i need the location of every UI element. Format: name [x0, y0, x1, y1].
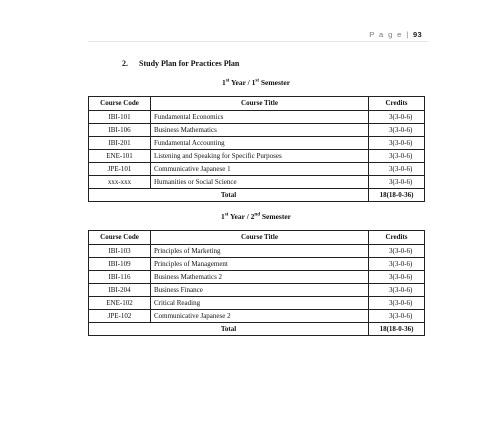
course-title: Business Mathematics: [151, 124, 369, 137]
course-code: IBI-204: [89, 284, 151, 297]
section-heading: [122, 59, 239, 68]
table-row: [89, 124, 425, 137]
course-credits: 3(3-0-6): [369, 258, 425, 271]
semester-heading-1: [88, 78, 424, 87]
col-header-code: Course Code: [89, 97, 151, 111]
course-title: Listening and Speaking for Specific Purposes: [151, 150, 369, 163]
year-number: 1: [220, 212, 225, 221]
course-credits: 3(3-0-6): [369, 176, 425, 189]
table-row: [89, 258, 425, 271]
header-divider: [88, 41, 428, 42]
course-code: JPE-102: [89, 310, 151, 323]
total-credits: 18(18-0-36): [369, 189, 425, 202]
course-code: IBI-106: [89, 124, 151, 137]
course-credits: 3(3-0-6): [369, 284, 425, 297]
table-header-row: [89, 97, 425, 111]
semester-word: Semester: [260, 78, 291, 87]
table-row: [89, 310, 425, 323]
course-code: IBI-103: [89, 245, 151, 258]
course-code: ENE-102: [89, 297, 151, 310]
course-credits: 3(3-0-6): [369, 150, 425, 163]
year-word: Year /: [230, 78, 250, 87]
course-code: IBI-116: [89, 271, 151, 284]
semester-ordinal: nd: [254, 212, 260, 218]
table-row: [89, 163, 425, 176]
semester-table-2: [88, 230, 425, 336]
page-separator: |: [406, 30, 410, 39]
course-code: IBI-109: [89, 258, 151, 271]
course-credits: 3(3-0-6): [369, 111, 425, 124]
course-title: Fundamental Economics: [151, 111, 369, 124]
course-credits: 3(3-0-6): [369, 137, 425, 150]
semester-word: Semester: [261, 212, 292, 221]
year-word: Year /: [229, 212, 249, 221]
course-credits: 3(3-0-6): [369, 163, 425, 176]
table-row: [89, 245, 425, 258]
course-title: Principles of Marketing: [151, 245, 369, 258]
semester-table-1: [88, 96, 425, 202]
page-label: P a g e: [369, 30, 403, 39]
course-credits: 3(3-0-6): [369, 271, 425, 284]
col-header-title: Course Title: [151, 97, 369, 111]
total-label: Total: [89, 189, 369, 202]
course-credits: 3(3-0-6): [369, 310, 425, 323]
table-row: [89, 111, 425, 124]
table-row: [89, 150, 425, 163]
table-row: [89, 176, 425, 189]
col-header-credits: Credits: [369, 97, 425, 111]
table-row: [89, 137, 425, 150]
course-code: IBI-201: [89, 137, 151, 150]
section-index: 2.: [122, 59, 128, 68]
course-title: Business Finance: [151, 284, 369, 297]
semester-number: 1: [251, 78, 256, 87]
table-row: [89, 297, 425, 310]
course-code: IBI-101: [89, 111, 151, 124]
course-title: Principles of Management: [151, 258, 369, 271]
course-title: Humanities or Social Science: [151, 176, 369, 189]
course-title: Communicative Japanese 1: [151, 163, 369, 176]
course-title: Communicative Japanese 2: [151, 310, 369, 323]
total-credits: 18(18-0-36): [369, 323, 425, 336]
semester-number: 2: [250, 212, 255, 221]
col-header-code: Course Code: [89, 231, 151, 245]
semester-ordinal: st: [255, 78, 260, 84]
year-number: 1: [221, 78, 226, 87]
year-ordinal: st: [224, 212, 229, 218]
total-label: Total: [89, 323, 369, 336]
table-total-row: [89, 189, 425, 202]
table-row: [89, 271, 425, 284]
table-row: [89, 284, 425, 297]
col-header-title: Course Title: [151, 231, 369, 245]
course-credits: 3(3-0-6): [369, 297, 425, 310]
course-title: Business Mathematics 2: [151, 271, 369, 284]
course-credits: 3(3-0-6): [369, 124, 425, 137]
section-title: Study Plan for Practices Plan: [139, 59, 240, 68]
table-header-row: [89, 231, 425, 245]
course-title: Critical Reading: [151, 297, 369, 310]
semester-heading-2: [88, 212, 424, 221]
course-title: Fundamental Accounting: [151, 137, 369, 150]
page-header: [369, 30, 422, 39]
course-credits: 3(3-0-6): [369, 245, 425, 258]
course-code: ENE-101: [89, 150, 151, 163]
table-total-row: [89, 323, 425, 336]
col-header-credits: Credits: [369, 231, 425, 245]
year-ordinal: st: [225, 78, 230, 84]
course-code: JPE-101: [89, 163, 151, 176]
course-code: xxx-xxx: [89, 176, 151, 189]
page-number: 93: [413, 30, 422, 39]
